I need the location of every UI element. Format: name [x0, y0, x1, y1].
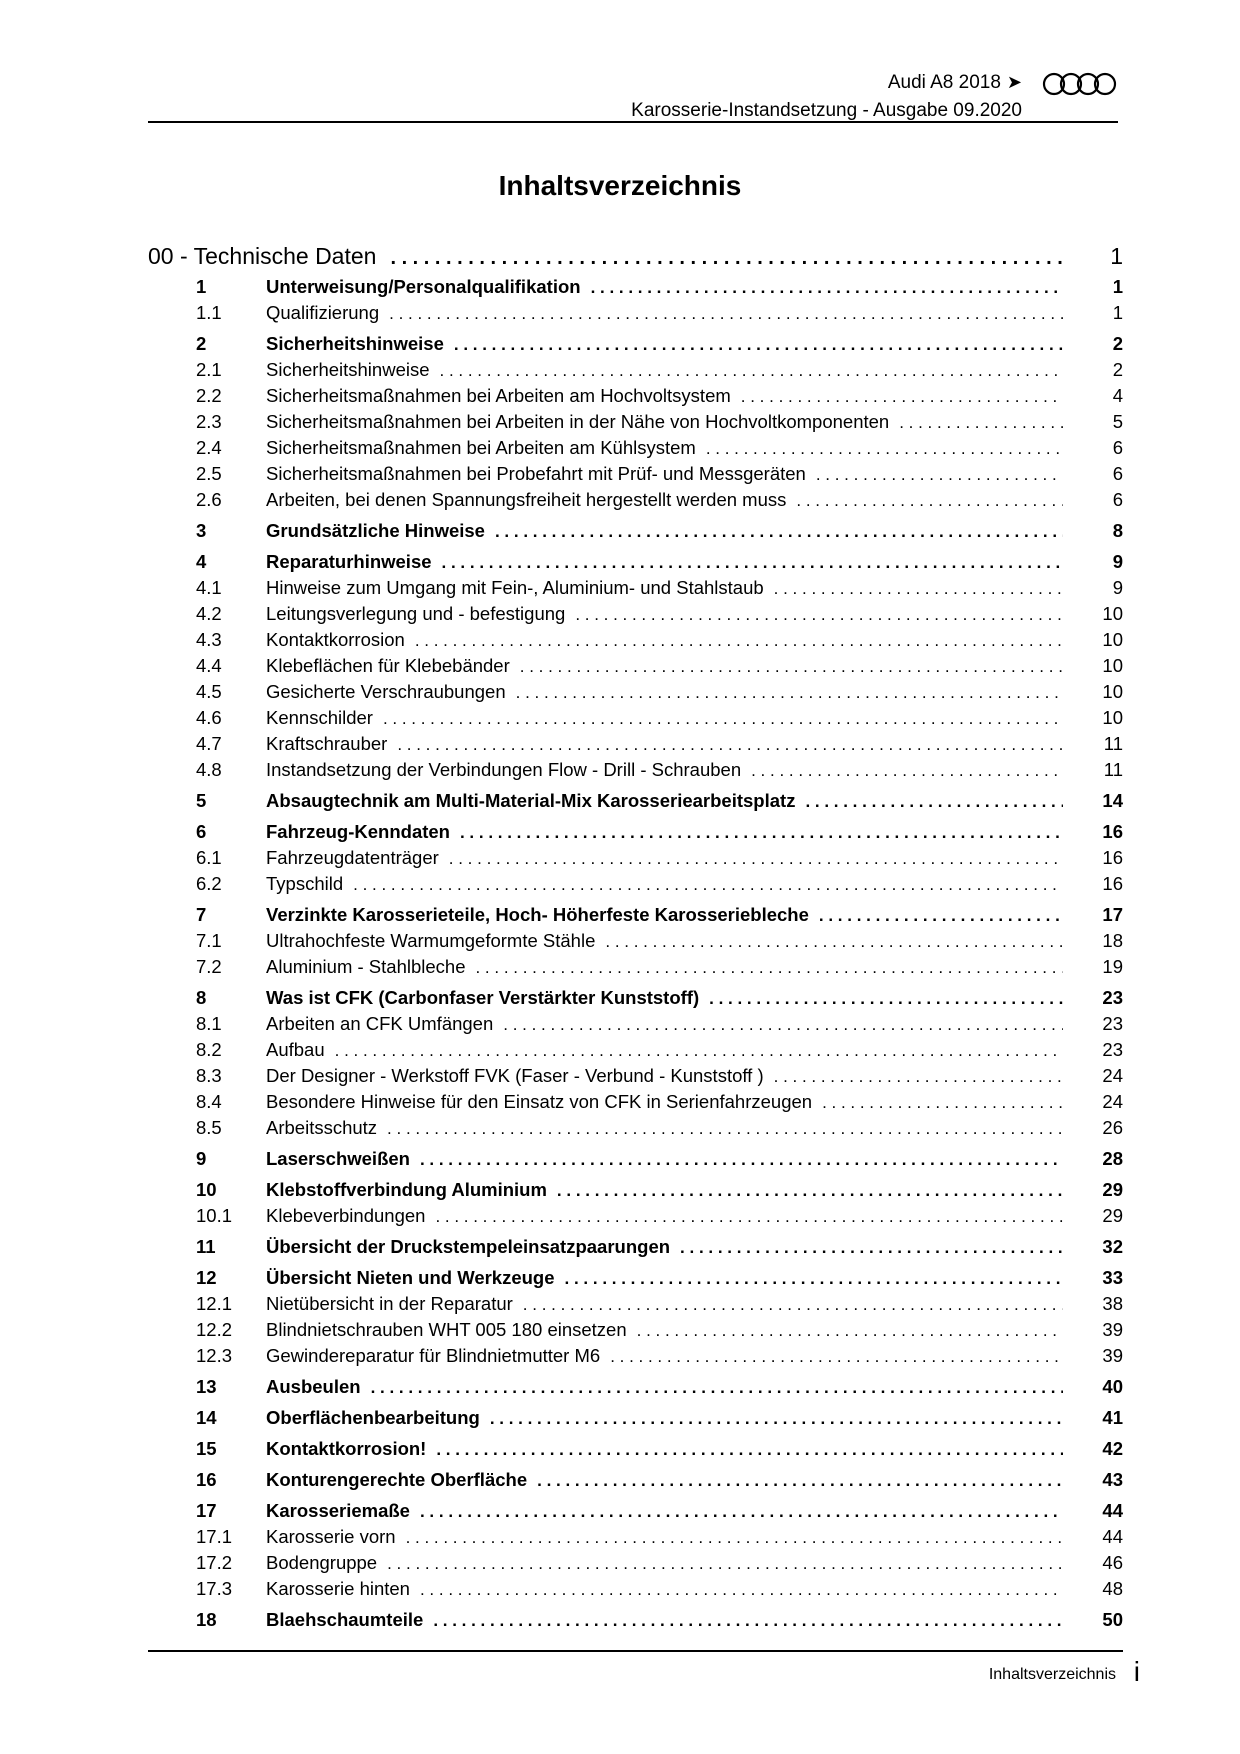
toc-entry-sub[interactable] [148, 1526, 1123, 1552]
toc-entry-number: 18 [196, 1609, 217, 1630]
toc-entry-sub[interactable] [148, 1205, 1123, 1231]
dot-leader [709, 989, 1063, 1009]
toc-entry-page: 10 [1102, 629, 1123, 650]
dot-leader [389, 304, 1063, 324]
toc-entry-title: Nietübersicht in der Reparatur [266, 1293, 523, 1315]
toc-entry-section[interactable] [148, 987, 1123, 1013]
toc-entry-sub[interactable] [148, 437, 1123, 463]
toc-entry-number: 2.2 [196, 385, 222, 406]
toc-entry-section[interactable] [148, 904, 1123, 930]
toc-entry-page: 26 [1102, 1117, 1123, 1138]
toc-entry-page: 5 [1112, 411, 1123, 432]
toc-entry-page: 32 [1102, 1236, 1123, 1257]
toc-entry-sub[interactable] [148, 873, 1123, 899]
dot-leader [387, 1554, 1063, 1574]
toc-entry-number: 12.2 [196, 1319, 233, 1340]
toc-entry-sub[interactable] [148, 681, 1123, 707]
toc-entry-page: 14 [1102, 790, 1123, 811]
dot-leader [899, 413, 1063, 433]
toc-entry-page: 46 [1102, 1552, 1123, 1573]
toc-entry-page: 11 [1103, 759, 1123, 780]
toc-entry-number: 1 [196, 276, 207, 297]
dot-leader [805, 792, 1063, 812]
dot-leader [495, 522, 1063, 542]
toc-entry-chapter[interactable] [148, 243, 1123, 271]
toc-entry-page: 10 [1102, 603, 1123, 624]
toc-entry-number: 8.1 [196, 1013, 222, 1034]
toc-entry-title: Unterweisung/Personalqualifikation [266, 276, 591, 298]
toc-entry-sub[interactable] [148, 489, 1123, 515]
toc-entry-number: 4.5 [196, 681, 222, 702]
toc-entry-number: 2.1 [196, 359, 222, 380]
dot-leader [591, 278, 1063, 298]
dot-leader [774, 579, 1063, 599]
dot-leader [420, 1502, 1063, 1522]
toc-entry-title: Fahrzeug-Kenndaten [266, 821, 460, 843]
toc-entry-sub[interactable] [148, 1039, 1123, 1065]
footer-rule [148, 1650, 1123, 1652]
toc-entry-title: Klebstoffverbindung Aluminium [266, 1179, 557, 1201]
toc-entry-sub[interactable] [148, 359, 1123, 385]
toc-entry-page: 29 [1102, 1205, 1123, 1226]
toc-entry-page: 48 [1102, 1578, 1123, 1599]
toc-entry-sub[interactable] [148, 707, 1123, 733]
toc-entry-title: Fahrzeugdatenträger [266, 847, 449, 869]
toc-entry-title: Qualifizierung [266, 302, 389, 324]
toc-entry-sub[interactable] [148, 603, 1123, 629]
toc-entry-sub[interactable] [148, 1293, 1123, 1319]
toc-entry-title: Sicherheitsmaßnahmen bei Arbeiten am Hochvoltsystem [266, 385, 741, 407]
toc-entry-section[interactable] [148, 1267, 1123, 1293]
toc-entry-title: Karosserie vorn [266, 1526, 406, 1548]
toc-entry-sub[interactable] [148, 411, 1123, 437]
toc-entry-page: 16 [1102, 847, 1123, 868]
toc-entry-page: 50 [1102, 1609, 1123, 1630]
toc-entry-page: 41 [1102, 1407, 1123, 1428]
dot-leader [397, 735, 1063, 755]
toc-entry-page: 2 [1112, 359, 1123, 380]
toc-entry-page: 11 [1103, 733, 1123, 754]
toc-entry-section[interactable] [148, 821, 1123, 847]
toc-entry-page: 23 [1102, 1013, 1123, 1034]
toc-entry-page: 39 [1102, 1345, 1123, 1366]
toc-entry-title: Was ist CFK (Carbonfaser Verstärkter Kunststoff) [266, 987, 709, 1009]
dot-leader [523, 1295, 1063, 1315]
toc-entry-title: Bodengruppe [266, 1552, 387, 1574]
toc-entry-page: 1 [1112, 276, 1123, 297]
dot-leader [774, 1067, 1063, 1087]
dot-leader [440, 361, 1063, 381]
toc-entry-title: Kennschilder [266, 707, 383, 729]
footer-page-number: i [1133, 1656, 1140, 1687]
toc-entry-title: Arbeitsschutz [266, 1117, 387, 1139]
dot-leader [442, 553, 1063, 573]
dot-leader [516, 683, 1063, 703]
toc-entry-page: 24 [1102, 1091, 1123, 1112]
toc-entry-page: 43 [1102, 1469, 1123, 1490]
toc-entry-number: 4.4 [196, 655, 222, 676]
toc-entry-number: 5 [196, 790, 207, 811]
toc-entry-section[interactable] [148, 1609, 1123, 1635]
toc-entry-sub[interactable] [148, 1319, 1123, 1345]
toc-entry-title: Verzinkte Karosserieteile, Hoch- Höherfeste Karosseriebleche [266, 904, 819, 926]
toc-entry-title: 00 - Technische Daten [148, 243, 390, 270]
dot-leader [387, 1119, 1063, 1139]
toc-entry-sub[interactable] [148, 733, 1123, 759]
dot-leader [557, 1181, 1063, 1201]
toc-entry-number: 4.1 [196, 577, 222, 598]
toc-entry-number: 3 [196, 520, 207, 541]
toc-entry-section[interactable] [148, 790, 1123, 816]
toc-entry-number: 4 [196, 551, 207, 572]
toc-entry-section[interactable] [148, 1438, 1123, 1464]
toc-entry-title: Ausbeulen [266, 1376, 371, 1398]
toc-entry-title: Laserschweißen [266, 1148, 420, 1170]
toc-entry-title: Übersicht der Druckstempeleinsatzpaarungen [266, 1236, 680, 1258]
toc-entry-section[interactable] [148, 1469, 1123, 1495]
toc-entry-section[interactable] [148, 276, 1123, 302]
toc-entry-number: 4.7 [196, 733, 222, 754]
toc-entry-sub[interactable] [148, 629, 1123, 655]
dot-leader [383, 709, 1063, 729]
toc-entry-title: Übersicht Nieten und Werkzeuge [266, 1267, 565, 1289]
dot-leader [680, 1238, 1063, 1258]
dot-leader [449, 849, 1063, 869]
toc-entry-title: Sicherheitshinweise [266, 333, 454, 355]
toc-entry-title: Oberflächenbearbeitung [266, 1407, 490, 1429]
toc-entry-page: 28 [1102, 1148, 1123, 1169]
dot-leader [796, 491, 1063, 511]
header-rule [148, 121, 1118, 123]
dot-leader [371, 1378, 1063, 1398]
toc-entry-title: Kontaktkorrosion! [266, 1438, 436, 1460]
toc-entry-title: Karosserie hinten [266, 1578, 420, 1600]
dot-leader [537, 1471, 1063, 1491]
toc-entry-sub[interactable] [148, 577, 1123, 603]
toc-entry-number: 12.3 [196, 1345, 233, 1366]
toc-entry-sub[interactable] [148, 1065, 1123, 1091]
toc-entry-title: Sicherheitshinweise [266, 359, 440, 381]
toc-entry-number: 12 [196, 1267, 217, 1288]
toc-entry-number: 13 [196, 1376, 217, 1397]
toc-entry-sub[interactable] [148, 759, 1123, 785]
toc-entry-title: Karosseriemaße [266, 1500, 420, 1522]
toc-entry-number: 8.3 [196, 1065, 222, 1086]
toc-entry-section[interactable] [148, 1148, 1123, 1174]
toc-entry-page: 33 [1102, 1267, 1123, 1288]
header-model-text: Audi A8 2018 [887, 72, 1001, 93]
dot-leader [454, 335, 1063, 355]
page-title: Inhaltsverzeichnis [498, 170, 742, 201]
toc-entry-title: Ultrahochfeste Warmumgeformte Stähle [266, 930, 605, 952]
dot-leader [816, 465, 1063, 485]
toc-entry-sub[interactable] [148, 930, 1123, 956]
toc-entry-number: 6.2 [196, 873, 222, 894]
toc-entry-section[interactable] [148, 1500, 1123, 1526]
dot-leader [819, 906, 1063, 926]
toc-entry-page: 1 [1112, 302, 1123, 323]
toc-entry-number: 17 [196, 1500, 217, 1521]
toc-entry-sub[interactable] [148, 1578, 1123, 1604]
toc-entry-page: 44 [1102, 1500, 1123, 1521]
toc-entry-page: 10 [1102, 681, 1123, 702]
dot-leader [741, 387, 1063, 407]
toc-entry-number: 8.4 [196, 1091, 222, 1112]
toc-entry-title: Klebeverbindungen [266, 1205, 435, 1227]
toc-entry-page: 18 [1102, 930, 1123, 951]
dot-leader [406, 1528, 1063, 1548]
toc-entry-page: 1 [1110, 243, 1123, 269]
toc-entry-sub[interactable] [148, 1091, 1123, 1117]
toc-entry-title: Grundsätzliche Hinweise [266, 520, 495, 542]
dot-leader [415, 631, 1063, 651]
dot-leader [475, 958, 1063, 978]
dot-leader [460, 823, 1063, 843]
toc-entry-title: Sicherheitsmaßnahmen bei Arbeiten am Kühlsystem [266, 437, 706, 459]
dot-leader [390, 247, 1063, 270]
toc-entry-number: 2.3 [196, 411, 222, 432]
toc-entry-sub[interactable] [148, 956, 1123, 982]
toc-entry-page: 19 [1102, 956, 1123, 977]
toc-entry-number: 17.1 [196, 1526, 233, 1547]
toc-entry-page: 17 [1102, 904, 1123, 925]
toc-entry-number: 4.8 [196, 759, 222, 780]
toc-entry-page: 6 [1112, 489, 1123, 510]
toc-entry-sub[interactable] [148, 1552, 1123, 1578]
toc-entry-sub[interactable] [148, 655, 1123, 681]
toc-entry-title: Absaugtechnik am Multi-Material-Mix Karosseriearbeitsplatz [266, 790, 805, 812]
toc-entry-title: Besondere Hinweise für den Einsatz von CFK in Serienfahrzeugen [266, 1091, 822, 1113]
dot-leader [490, 1409, 1063, 1429]
toc-entry-number: 4.2 [196, 603, 222, 624]
toc-entry-section[interactable] [148, 551, 1123, 577]
toc-entry-title: Typschild [266, 873, 353, 895]
dot-leader [420, 1150, 1063, 1170]
toc-entry-title: Der Designer - Werkstoff FVK (Faser - Verbund - Kunststoff ) [266, 1065, 774, 1087]
toc-entry-number: 15 [196, 1438, 217, 1459]
toc-entry-number: 14 [196, 1407, 217, 1428]
table-of-contents [148, 240, 1123, 1635]
toc-entry-page: 16 [1102, 873, 1123, 894]
dot-leader [565, 1269, 1063, 1289]
audi-rings-logo [1042, 71, 1118, 97]
toc-entry-number: 10 [196, 1179, 217, 1200]
toc-entry-number: 17.2 [196, 1552, 233, 1573]
toc-entry-page: 44 [1102, 1526, 1123, 1547]
toc-entry-number: 16 [196, 1469, 217, 1490]
header-model [888, 72, 1022, 94]
toc-entry-page: 4 [1112, 385, 1123, 406]
dot-leader [436, 1440, 1063, 1460]
toc-entry-number: 8.2 [196, 1039, 222, 1060]
toc-entry-title: Konturengerechte Oberfläche [266, 1469, 537, 1491]
toc-entry-section[interactable] [148, 1236, 1123, 1262]
dot-leader [751, 761, 1063, 781]
arrow-icon: ➤ [1006, 72, 1022, 92]
toc-entry-number: 10.1 [196, 1205, 233, 1226]
toc-entry-section[interactable] [148, 333, 1123, 359]
toc-entry-title: Gesicherte Verschraubungen [266, 681, 516, 703]
dot-leader [637, 1321, 1063, 1341]
toc-entry-title: Arbeiten an CFK Umfängen [266, 1013, 503, 1035]
toc-entry-number: 9 [196, 1148, 207, 1169]
toc-entry-title: Kraftschrauber [266, 733, 397, 755]
toc-entry-title: Reparaturhinweise [266, 551, 442, 573]
toc-entry-number: 2 [196, 333, 207, 354]
toc-entry-title: Arbeiten, bei denen Spannungsfreiheit hergestellt werden muss [266, 489, 796, 511]
toc-entry-sub[interactable] [148, 847, 1123, 873]
dot-leader [435, 1207, 1063, 1227]
toc-entry-page: 10 [1102, 707, 1123, 728]
toc-entry-title: Leitungsverlegung und - befestigung [266, 603, 575, 625]
toc-entry-title: Blaehschaumteile [266, 1609, 433, 1631]
toc-entry-number: 1.1 [196, 302, 222, 323]
dot-leader [575, 605, 1063, 625]
toc-entry-page: 10 [1102, 655, 1123, 676]
dot-leader [605, 932, 1063, 952]
toc-entry-page: 42 [1102, 1438, 1123, 1459]
toc-entry-page: 6 [1112, 437, 1123, 458]
toc-entry-sub[interactable] [148, 302, 1123, 328]
dot-leader [822, 1093, 1063, 1113]
toc-entry-title: Hinweise zum Umgang mit Fein-, Aluminium- und Stahlstaub [266, 577, 774, 599]
toc-entry-section[interactable] [148, 1376, 1123, 1402]
toc-entry-title: Aluminium - Stahlbleche [266, 956, 475, 978]
toc-entry-sub[interactable] [148, 1345, 1123, 1371]
toc-entry-page: 23 [1102, 987, 1123, 1008]
toc-entry-number: 7.2 [196, 956, 222, 977]
toc-entry-number: 6 [196, 821, 207, 842]
toc-entry-title: Kontaktkorrosion [266, 629, 415, 651]
toc-entry-title: Blindnietschrauben WHT 005 180 einsetzen [266, 1319, 637, 1341]
toc-entry-number: 11 [196, 1236, 216, 1257]
dot-leader [420, 1580, 1063, 1600]
footer-label: Inhaltsverzeichnis [988, 1666, 1116, 1683]
toc-entry-title: Sicherheitsmaßnahmen bei Arbeiten in der Nähe von Hochvoltkomponenten [266, 411, 899, 433]
toc-entry-page: 8 [1112, 520, 1123, 541]
toc-entry-number: 12.1 [196, 1293, 233, 1314]
toc-entry-number: 6.1 [196, 847, 222, 868]
toc-entry-page: 2 [1112, 333, 1123, 354]
toc-entry-sub[interactable] [148, 463, 1123, 489]
toc-entry-title: Aufbau [266, 1039, 335, 1061]
dot-leader [503, 1015, 1063, 1035]
toc-entry-section[interactable] [148, 1407, 1123, 1433]
header-subtitle: Karosserie-Instandsetzung - Ausgabe 09.2020 [631, 100, 1022, 121]
toc-entry-page: 39 [1102, 1319, 1123, 1340]
toc-entry-number: 7 [196, 904, 207, 925]
toc-entry-number: 2.4 [196, 437, 222, 458]
toc-entry-title: Gewindereparatur für Blindnietmutter M6 [266, 1345, 610, 1367]
toc-entry-page: 29 [1102, 1179, 1123, 1200]
dot-leader [335, 1041, 1063, 1061]
toc-entry-title: Klebeflächen für Klebebänder [266, 655, 520, 677]
toc-entry-number: 8 [196, 987, 207, 1008]
toc-entry-sub[interactable] [148, 385, 1123, 411]
toc-entry-number: 17.3 [196, 1578, 233, 1599]
dot-leader [353, 875, 1063, 895]
toc-entry-title: Sicherheitsmaßnahmen bei Probefahrt mit Prüf- und Messgeräten [266, 463, 816, 485]
toc-entry-number: 8.5 [196, 1117, 222, 1138]
toc-entry-page: 9 [1112, 577, 1123, 598]
toc-entry-number: 4.6 [196, 707, 222, 728]
toc-entry-page: 24 [1102, 1065, 1123, 1086]
toc-entry-section[interactable] [148, 1179, 1123, 1205]
dot-leader [706, 439, 1063, 459]
toc-entry-number: 2.5 [196, 463, 222, 484]
dot-leader [610, 1347, 1063, 1367]
toc-entry-number: 4.3 [196, 629, 222, 650]
toc-entry-page: 9 [1112, 551, 1123, 572]
toc-entry-title: Instandsetzung der Verbindungen Flow - Drill - Schrauben [266, 759, 751, 781]
toc-entry-number: 7.1 [196, 930, 222, 951]
toc-entry-section[interactable] [148, 520, 1123, 546]
dot-leader [433, 1611, 1063, 1631]
toc-entry-page: 23 [1102, 1039, 1123, 1060]
toc-entry-page: 38 [1102, 1293, 1123, 1314]
toc-entry-page: 16 [1102, 821, 1123, 842]
toc-entry-sub[interactable] [148, 1117, 1123, 1143]
toc-entry-sub[interactable] [148, 1013, 1123, 1039]
toc-entry-page: 40 [1102, 1376, 1123, 1397]
toc-entry-number: 2.6 [196, 489, 222, 510]
dot-leader [520, 657, 1063, 677]
toc-entry-page: 6 [1112, 463, 1123, 484]
